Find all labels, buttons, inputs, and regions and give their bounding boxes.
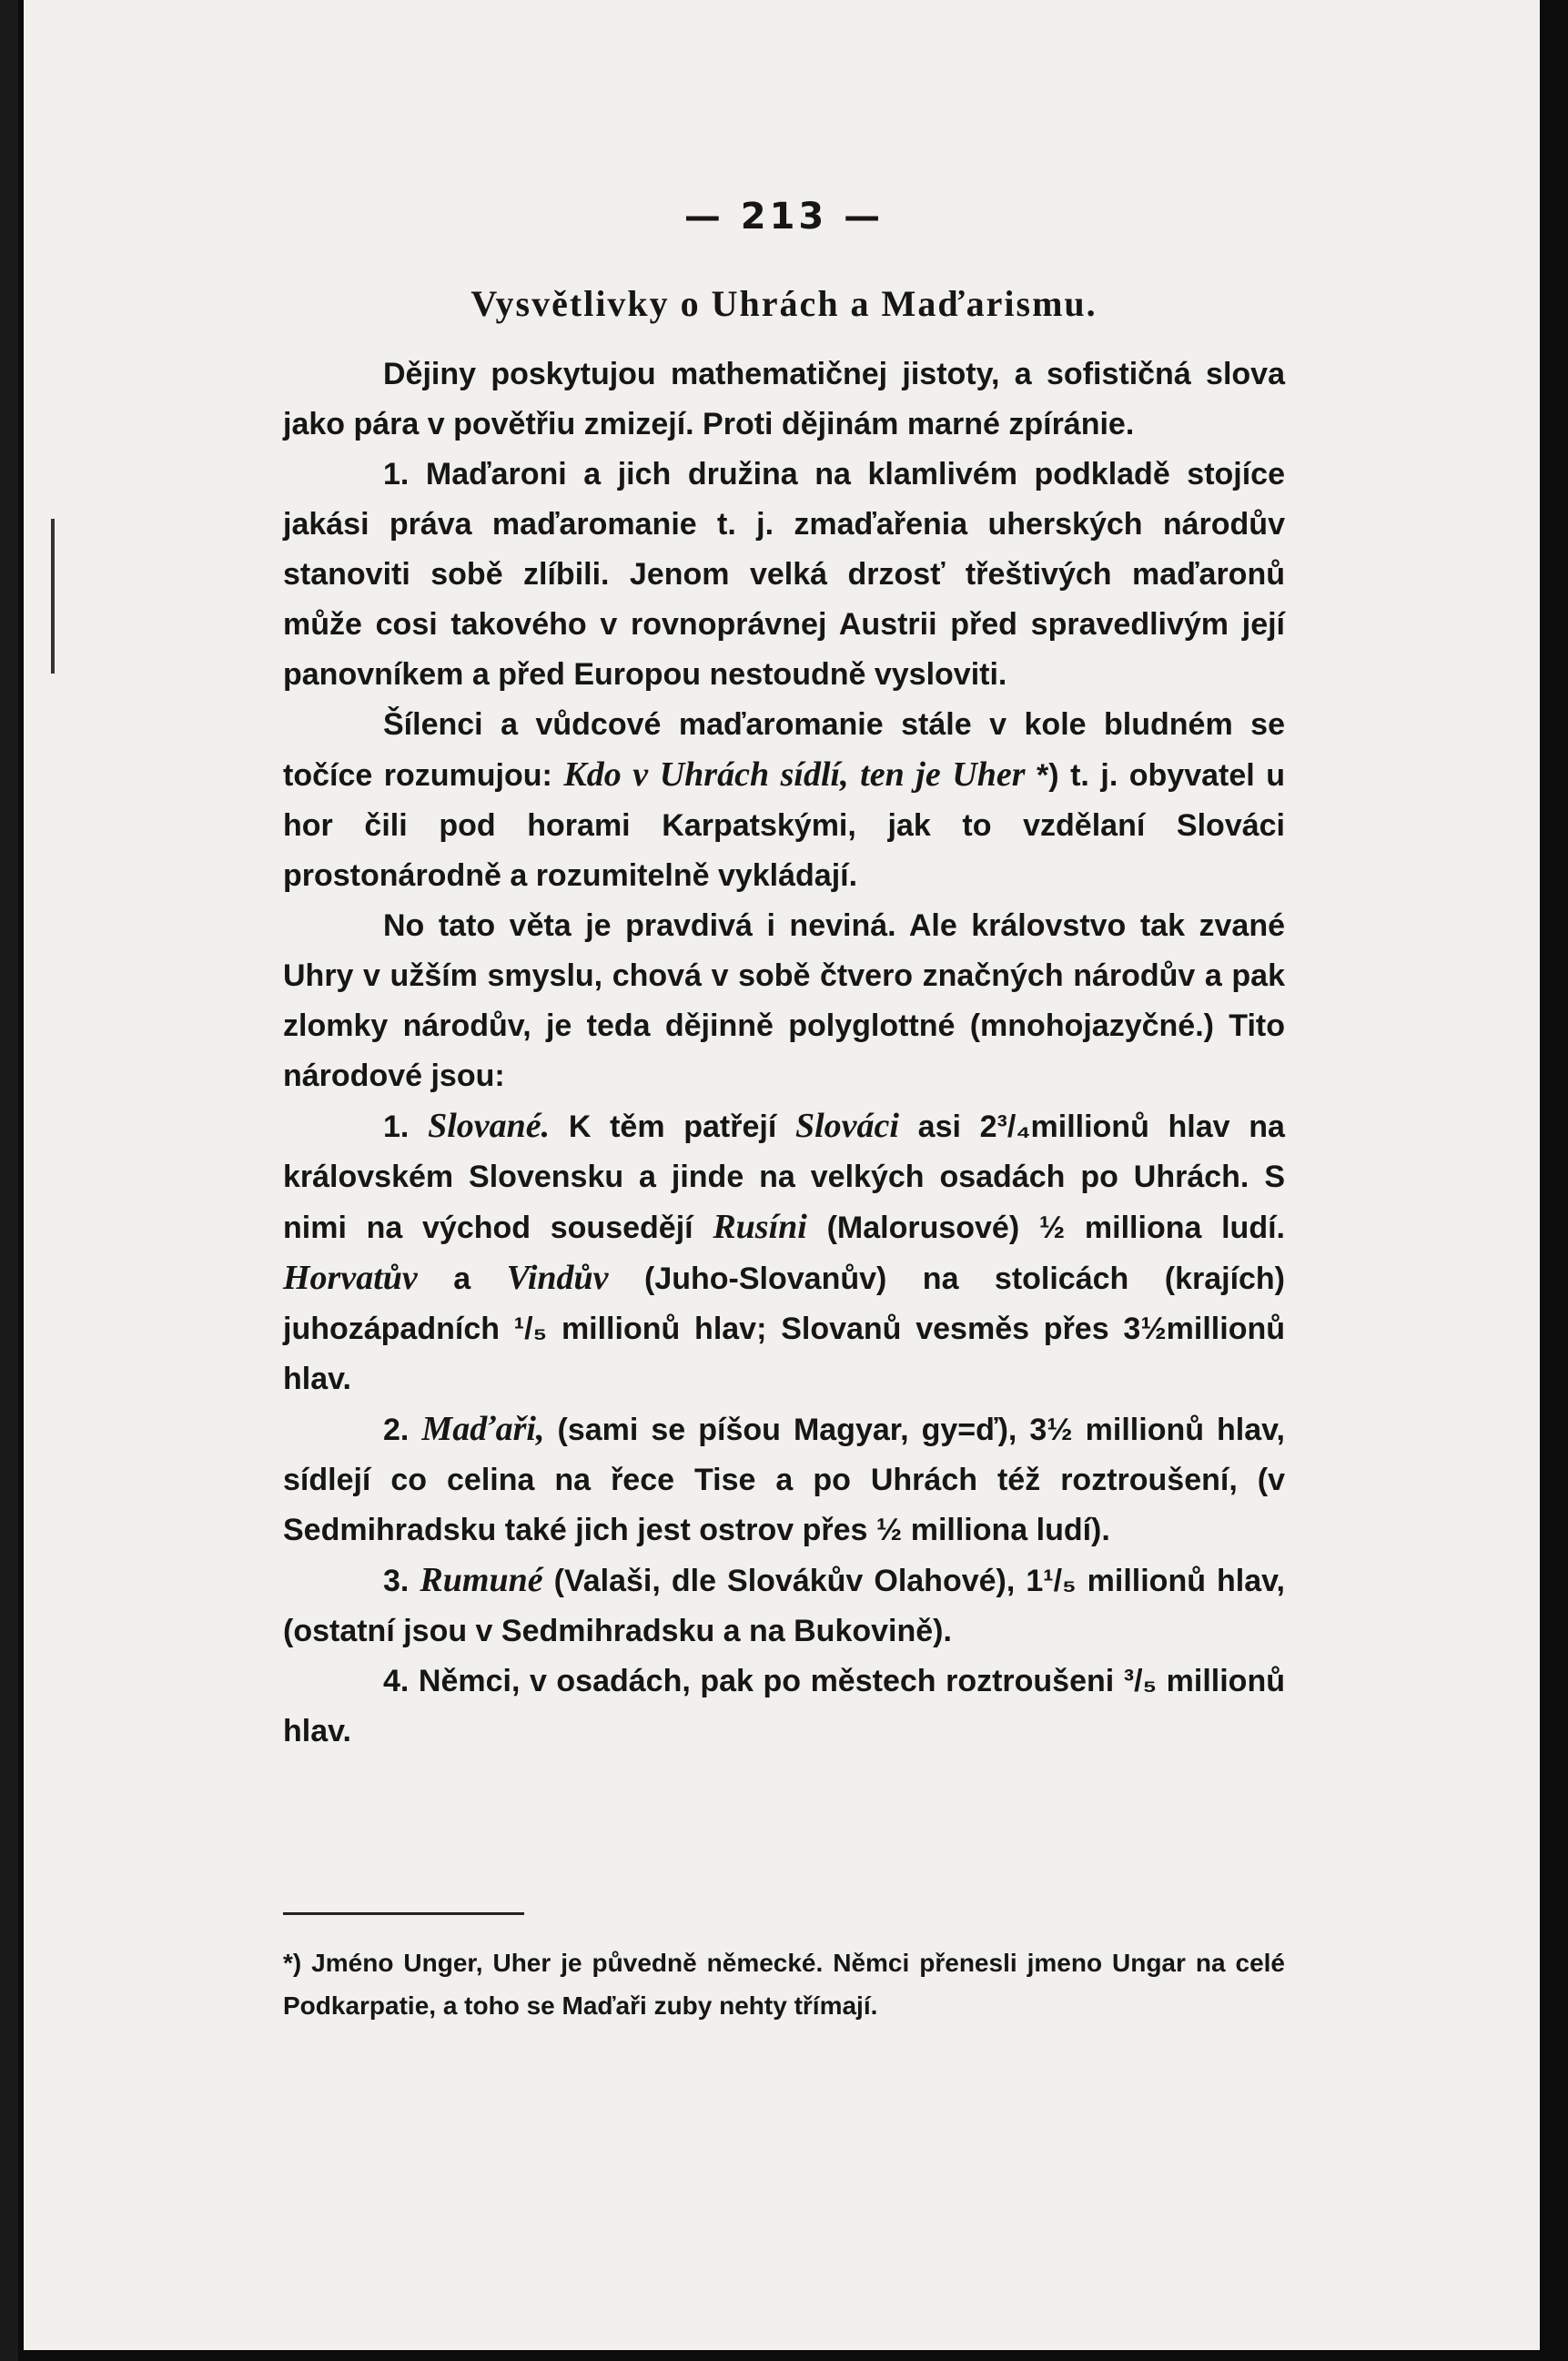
paragraph-slovane: 1. Slované. K těm patřejí Slováci asi 2³/₄millionů hlav na královském Slovensku a jinde na velkých osadách po Uhrách. S nimi na východ sousedějí Rusíni (Malorusové) ½ milliona ludí. Horvatův a Vindův (Juho-Slovanův) na stolicách (krajích) juhozápadních ¹/₅ millionů hlav; Slovanů vesměs přes 3½millionů hlav.	[283, 1107, 1286, 1396]
margin-mark	[51, 519, 55, 674]
paragraph-madari: 2. Maďaři, (sami se píšou Magyar, gy=ď), 3½ millionů hlav, sídlejí co celina na řece Tise a po Uhrách též roztroušení, (v Sedmihradsku také jich jest ostrov přes ½ milliona ludí).	[283, 1410, 1285, 1547]
paragraph-nemci: 4. Němci, v osadách, pak po městech roztroušeni ³/₅ millionů hlav.	[283, 1664, 1285, 1748]
paragraph-rumune: 3. Rumuné (Valaši, dle Slovákův Olahové), 1¹/₅ millionů hlav, (ostatní jsou v Sedmihradsku a na Bukovině).	[283, 1561, 1285, 1648]
quote-italic: Kdo v Uhrách sídlí, ten je Uher	[563, 755, 1026, 794]
main-text	[283, 350, 1285, 1757]
book-page	[24, 0, 1540, 2350]
page-number: — 213 —	[683, 196, 885, 238]
page-title: Vysvětlivky o Uhrách a Maďarismu.	[470, 283, 1098, 324]
paragraph-1: 1. Maďaroni a jich družina na klamlivém podkladě stojíce jakási práva maďaromanie t. j. zmaďařenia uherských národův stanoviti sobě zlíbili. Jenom velká drzosť třeštivých maďaronů může cosi takového v rovnoprávnej Austrii před spravedlivým její panovníkem a před Europou nestoudně vysloviti.	[283, 457, 1285, 692]
paragraph-quote: Šílenci a vůdcové maďaromanie stále v kole bludném se točíce rozumujou: Kdo v Uhrách sídlí, ten je Uher *) t. j. obyvatel u hor čili pod horami Karpatskými, jak to vzdělaní Slováci prostonárodně a rozumitelně vykládají.	[283, 707, 1285, 893]
footnote-mark: *)	[1037, 758, 1059, 793]
paragraph-intro: Dějiny poskytujou mathematičnej jistoty, a sofističná slova jako pára v povětřiu zmizejí. Proti dějinám marné zpíránie.	[283, 357, 1285, 441]
footnote	[283, 1941, 1285, 2027]
scan-left-border	[0, 0, 18, 2361]
paragraph-nations: No tato věta je pravdivá i neviná. Ale královstvo tak zvané Uhry v užším smyslu, chová v sobě čtvero značných národův a pak zlomky národův, je teda dějinně polyglottné (mnohojazyčné.) Tito národové jsou:	[283, 908, 1285, 1093]
footnote-text: *) Jméno Unger, Uher je půvedně německé. Němci přenesli jmeno Ungar na celé Podkarpatie, a toho se Maďaři zuby nehty třímají.	[283, 1949, 1285, 2020]
footnote-rule	[283, 1912, 524, 1915]
